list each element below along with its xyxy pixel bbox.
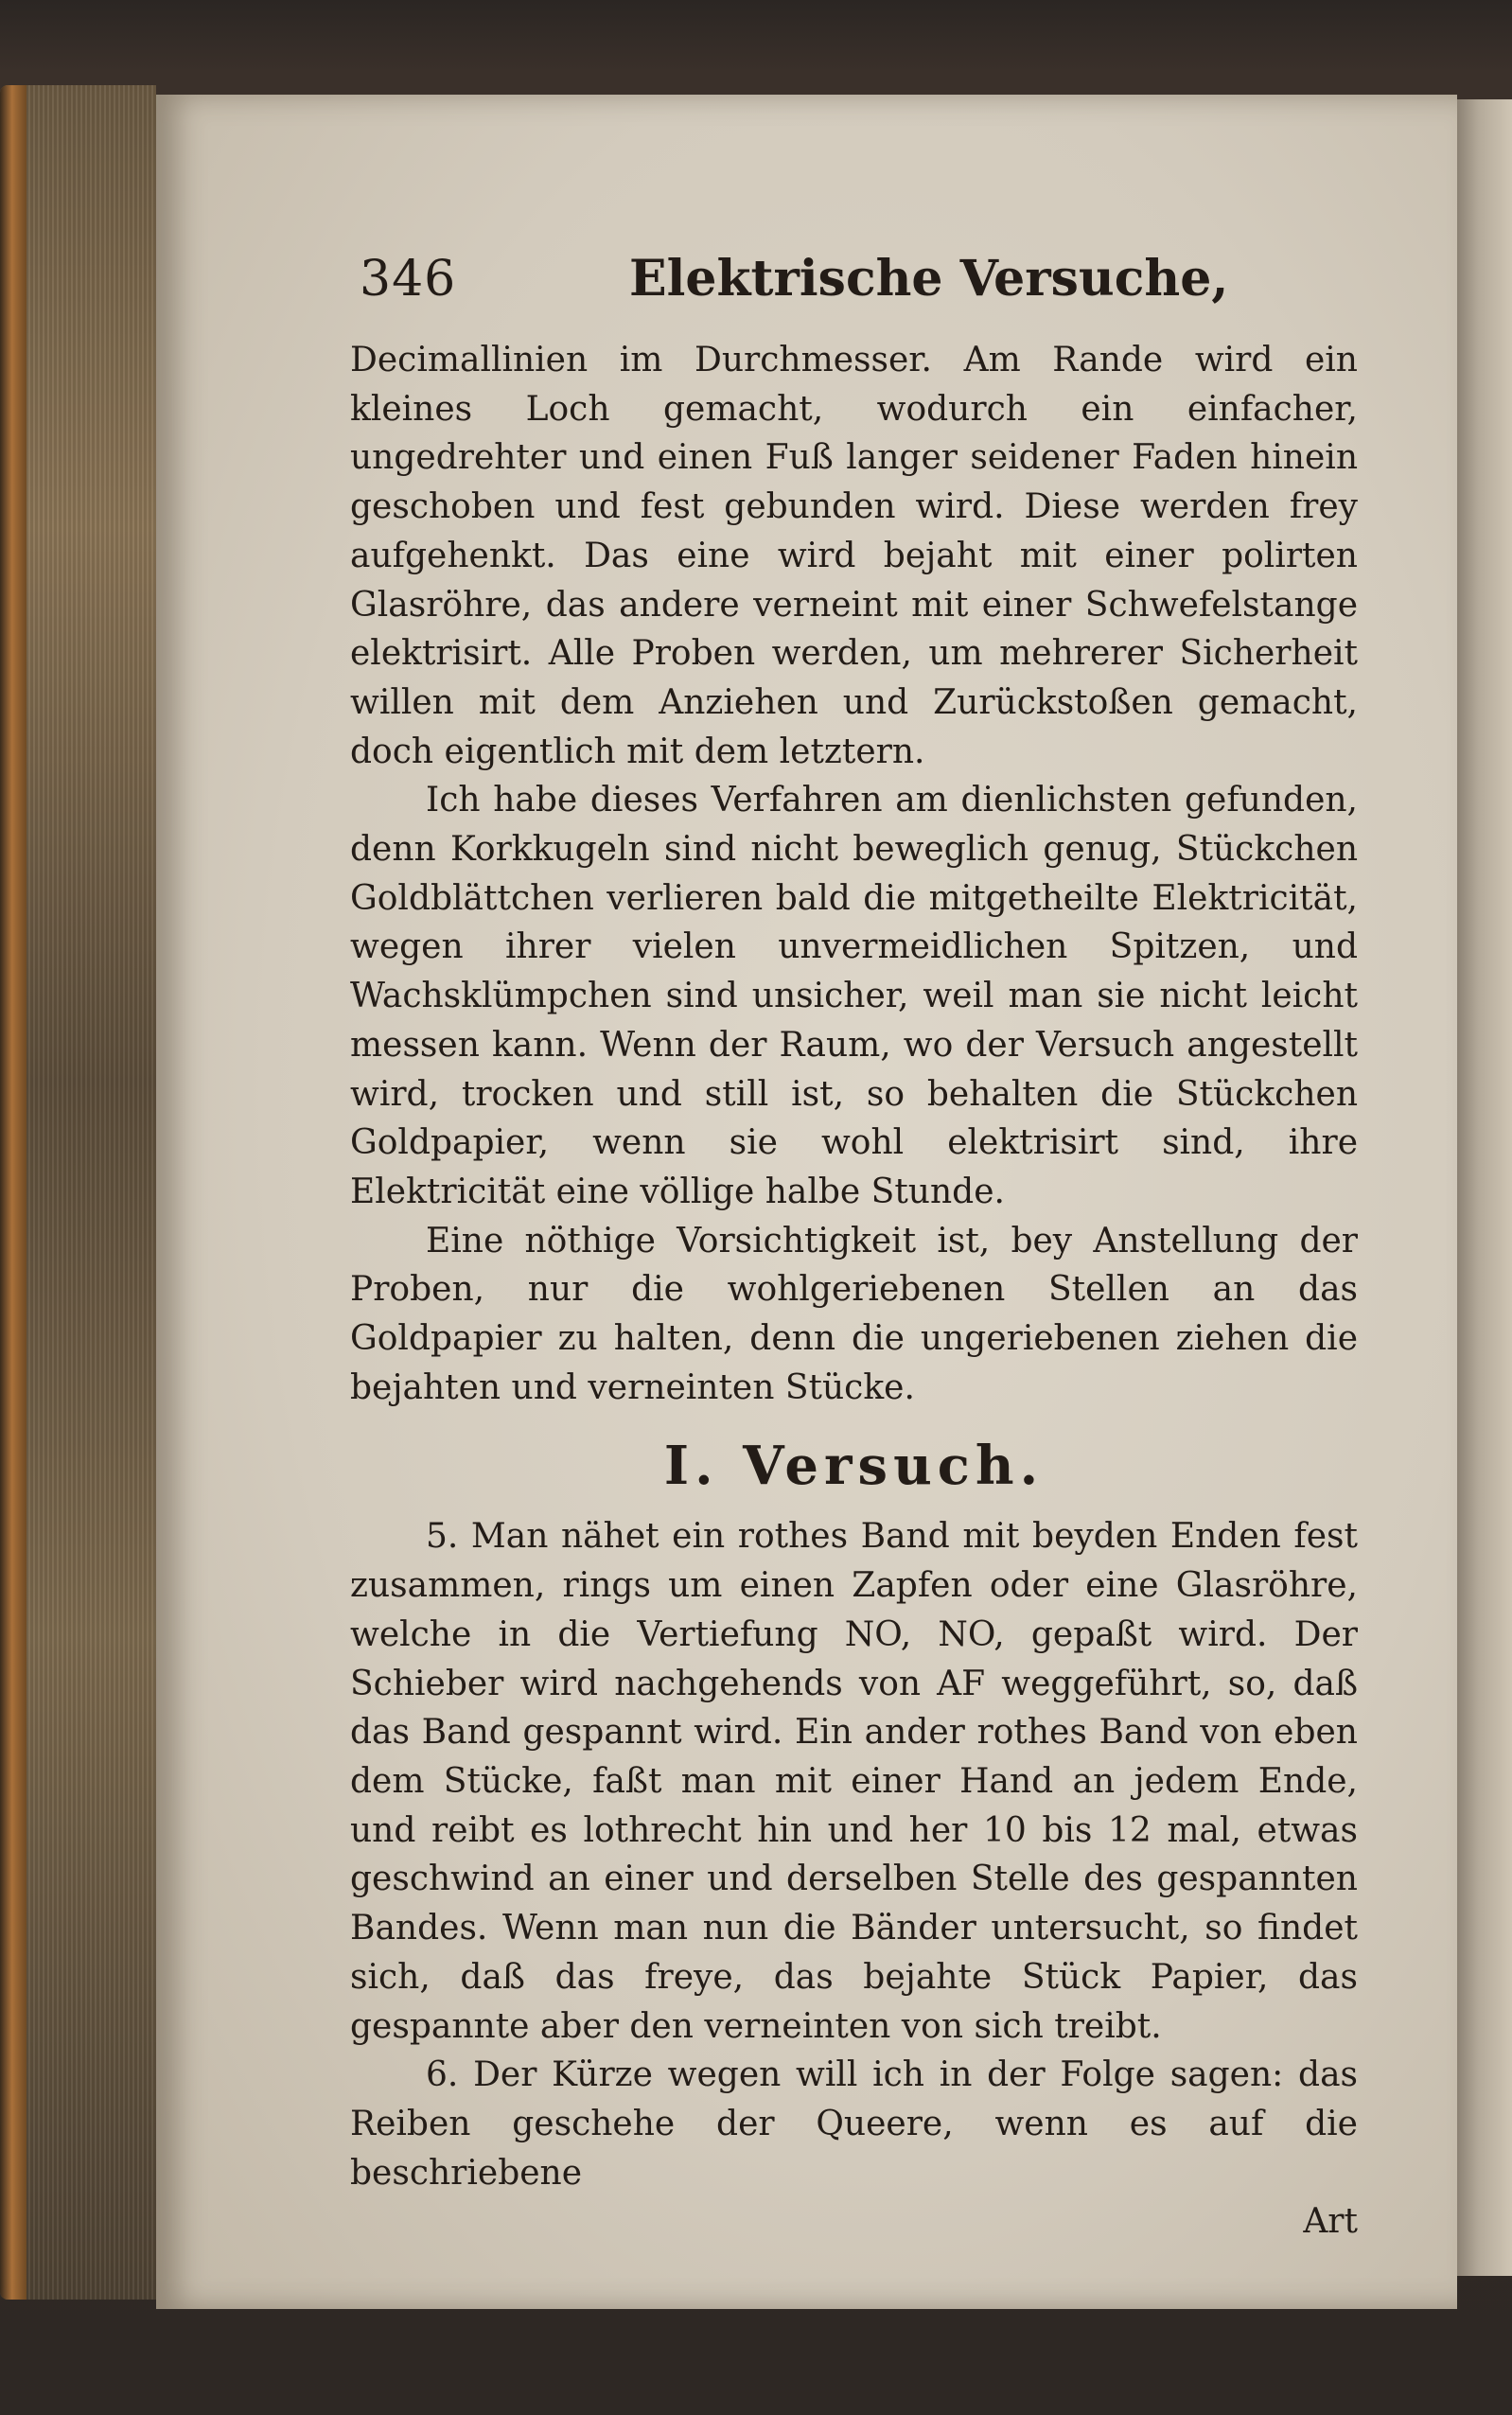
running-title: Elektrische Versuche, <box>629 250 1229 308</box>
page-header <box>350 241 1358 317</box>
page-number: 346 <box>360 251 457 308</box>
paragraph-continuation: Decimallinien im Durchmesser. Am Rande wird ein kleines Loch gemacht, wodurch ein einfacher, ungedrehter und einen Fuß langer seidener Faden hinein geschoben und fest gebunden wird. Diese werden frey aufgehenkt. Das eine wird bejaht mit einer polirten Glasröhre, das andere verneint mit einer Schwefelstange elektrisirt. Alle Proben werden, um mehrerer Sicherheit willen mit dem Anziehen und Zurückstoßen gemacht, doch eigentlich mit dem letztern. <box>350 341 1358 771</box>
paragraph-numbered: 6. Der Kürze wegen will ich in der Folge sagen: das Reiben geschehe der Queere, wenn es auf die beschriebene <box>350 2055 1358 2193</box>
paragraph: Eine nöthige Vorsichtigkeit ist, bey Anstellung der Proben, nur die wohlgeriebenen Stellen an das Goldpapier zu halten, denn die ungeriebenen ziehen die bejahten und verneinten Stücke. <box>350 1221 1358 1407</box>
paragraph: Ich habe dieses Verfahren am dienlichsten gefunden, denn Korkkugeln sind nicht beweglich genug, Stückchen Goldblättchen verlieren bald die mitgetheilte Elektricität, wegen ihrer vielen unvermeidlichen Spitzen, und Wachsklümpchen sind unsicher, weil man sie nicht leicht messen kann. Wenn der Raum, wo der Versuch angestellt wird, trocken und still ist, so behalten die Stückchen Goldpapier, wenn sie wohl elektrisirt sind, ihre Elektricität eine völlige halbe Stunde. <box>350 781 1358 1211</box>
next-leaf-edge <box>1457 99 1512 2276</box>
paragraph-numbered: 5. Man nähet ein rothes Band mit beyden Enden fest zusammen, rings um einen Zapfen oder eine Glasröhre, welche in die Vertiefung NO, NO, gepaßt wird. Der Schieber wird nachgehends von AF weggeführt, so, daß das Band gespannt wird. Ein ander rothes Band von eben dem Stücke, faßt man mit einer Hand an jedem Ende, und reibt es lothrecht hin und her 10 bis 12 mal, etwas geschwind an einer und derselben Stelle des gespannten Bandes. Wenn man nun die Bänder untersucht, so findet sich, daß das freye, das bejahte Stück Papier, das gespannte aber den verneinten von sich treibt. <box>350 1517 1358 2046</box>
book-fore-edge <box>0 85 156 2300</box>
section-heading: I. Versuch. <box>663 1435 1045 1498</box>
page-body <box>350 336 1358 2247</box>
catchword: Art <box>1303 2202 1358 2242</box>
text-block <box>350 241 1358 2242</box>
